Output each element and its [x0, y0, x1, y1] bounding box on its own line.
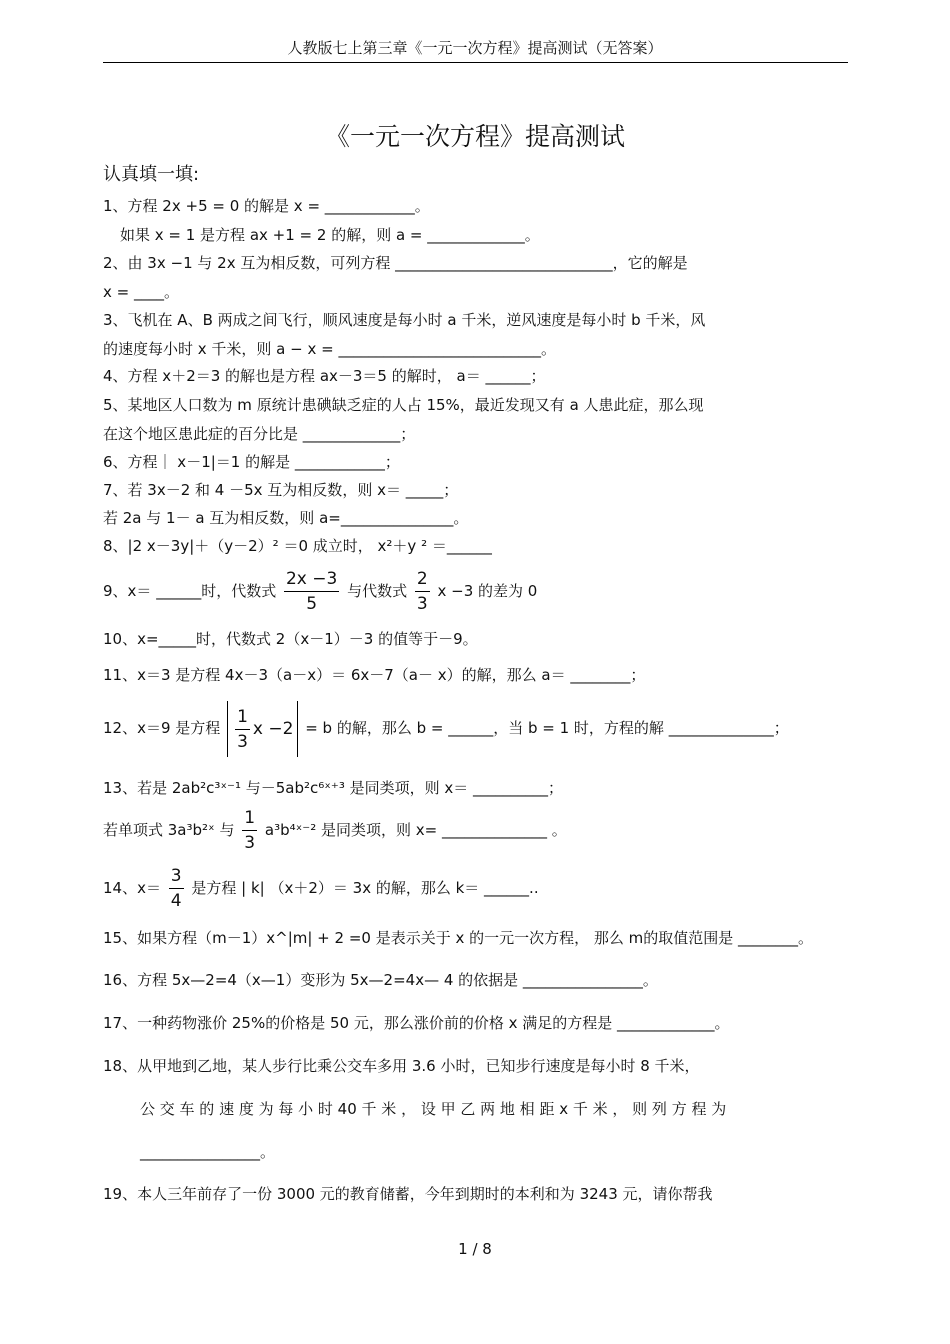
question-4: 4、方程 x＋2＝3 的解也是方程 ax－3＝5 的解时， a＝ ______； — [103, 367, 546, 385]
page-title: 《一元一次方程》提高测试 — [324, 122, 625, 151]
question-3-line-1: 3、飞机在 A、B 两成之间飞行，顺风速度是每小时 a 千米，逆风速度是每小时 b 千米，风 — [103, 311, 706, 329]
q13b-prefix: 若单项式 3a³b²ˣ 与 — [103, 821, 235, 839]
q13b-fraction — [242, 806, 257, 855]
q12-frac-numerator: 1 — [235, 705, 250, 730]
q9-frac2-numerator: 2 — [415, 567, 430, 592]
q12-frac-denominator: 3 — [237, 731, 248, 752]
question-13-line-2 — [103, 802, 567, 858]
question-13-line-1: 13、若是 2ab²c³ˣ⁻¹ 与－5ab²c⁶ˣ⁺³ 是同类项，则 x＝ __________； — [103, 779, 564, 797]
question-8: 8、|2 x－3y|＋（y－2）² ＝0 成立时， x²＋y ² ＝______ — [103, 537, 492, 555]
q14-prefix: 14、x＝ — [103, 879, 161, 897]
question-15: 15、如果方程（m－1）x^|m| + 2 =0 是表示关于 x 的一元一次方程， 那么 m的取值范围是 ________。 — [103, 929, 814, 947]
q12-fraction — [235, 705, 250, 754]
question-6: 6、方程｜ x－1|＝1 的解是 ____________； — [103, 453, 400, 471]
question-19: 19、本人三年前存了一份 3000 元的教育储蓄，今年到期时的本利和为 3243 元，请你帮我 — [103, 1185, 713, 1203]
page-header: 人教版七上第三章《一元一次方程》提高测试（无答案） — [287, 39, 663, 57]
q14-fraction — [169, 864, 184, 913]
q12-absolute-value — [227, 701, 298, 757]
q13b-frac-numerator: 1 — [242, 806, 257, 831]
q9-prefix: 9、x＝ ______时，代数式 — [103, 582, 277, 600]
q12-prefix: 12、x＝9 是方程 — [103, 719, 221, 737]
question-9 — [103, 563, 537, 619]
section-heading: 认真填一填: — [103, 164, 200, 185]
q12-abs-inner: x −2 — [252, 718, 294, 739]
page-number: 1 / 8 — [458, 1240, 492, 1258]
q14-frac-numerator: 3 — [169, 864, 184, 889]
header-rule — [103, 62, 848, 63]
question-3-line-2: 的速度每小时 x 千米，则 a − x = ___________________________。 — [103, 340, 556, 358]
question-16: 16、方程 5x—2=4（x—1）变形为 5x—2=4x— 4 的依据是 ________________。 — [103, 971, 658, 989]
q9-fraction-2 — [415, 567, 430, 616]
question-10: 10、x=_____时，代数式 2（x－1）－3 的值等于－9。 — [103, 630, 478, 648]
question-2-line-1: 2、由 3x −1 与 2x 互为相反数，可列方程 _____________________________，它的解是 — [103, 254, 688, 272]
question-18-line-2: 公 交 车 的 速 度 为 每 小 时 40 千 米 ， 设 甲 乙 两 地 相 距 x 千 米 ， 则 列 方 程 为 — [140, 1100, 727, 1118]
question-18-line-1: 18、从甲地到乙地，某人步行比乘公交车多用 3.6 小时，已知步行速度是每小时 8 千米， — [103, 1057, 700, 1075]
q12-suffix: = b 的解，那么 b = ______，当 b = 1 时，方程的解 ______________； — [305, 719, 789, 737]
question-12 — [103, 700, 789, 757]
question-18-line-3: ________________。 — [140, 1143, 276, 1161]
question-1-line-2: 如果 x = 1 是方程 ax +1 = 2 的解，则 a = _____________。 — [120, 226, 540, 244]
question-7-line-2: 若 2a 与 1－ a 互为相反数，则 a=_______________。 — [103, 509, 469, 527]
q9-frac1-denominator: 5 — [306, 594, 318, 614]
q9-fraction-1 — [284, 567, 339, 616]
question-7-line-1: 7、若 3x－2 和 4 －5x 互为相反数，则 x＝ _____； — [103, 481, 459, 499]
q13b-suffix: a³b⁴ˣ⁻² 是同类项，则 x= ______________ 。 — [264, 821, 567, 839]
question-5-line-2: 在这个地区患此症的百分比是 _____________； — [103, 425, 416, 443]
q9-frac1-numerator: 2x −3 — [284, 567, 339, 592]
question-5-line-1: 5、某地区人口数为 m 原统计患碘缺乏症的人占 15%，最近发现又有 a 人患此症，那么现 — [103, 396, 704, 414]
question-17: 17、一种药物涨价 25%的价格是 50 元，那么涨价前的价格 x 满足的方程是 _____________。 — [103, 1014, 730, 1032]
question-11: 11、x＝3 是方程 4x－3（a－x）＝ 6x－7（a－ x）的解，那么 a＝ ________； — [103, 666, 646, 684]
q9-suffix: x −3 的差为 0 — [437, 582, 538, 600]
q9-middle: 与代数式 — [347, 582, 408, 600]
q13b-frac-denominator: 3 — [244, 833, 256, 853]
q14-frac-denominator: 4 — [170, 891, 182, 911]
question-2-line-2: x = ____。 — [103, 283, 179, 301]
question-1-line-1: 1、方程 2x +5 = 0 的解是 x = ____________。 — [103, 197, 430, 215]
q9-frac2-denominator: 3 — [416, 594, 428, 614]
q14-suffix: 是方程 | k| （x＋2）＝ 3x 的解，那么 k＝ ______.. — [191, 879, 539, 897]
question-14 — [103, 860, 539, 916]
